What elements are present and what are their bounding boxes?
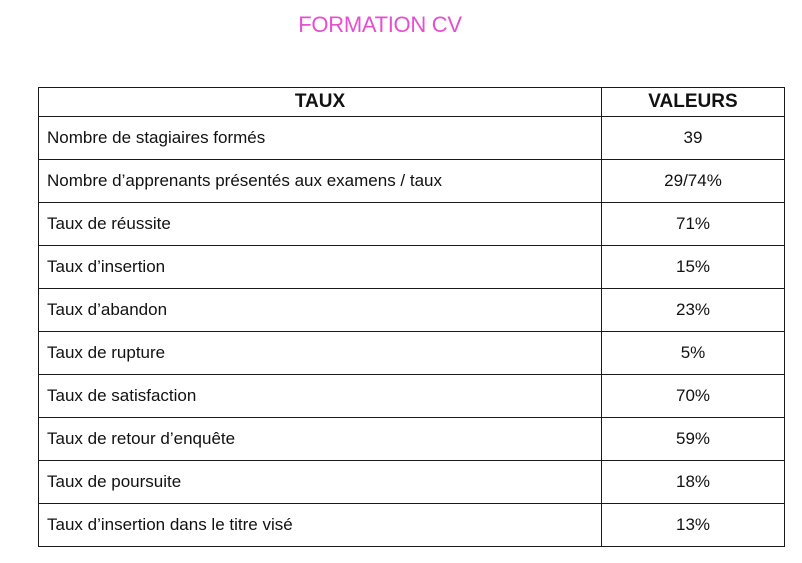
table-row — [39, 246, 785, 289]
row-label: Taux d’abandon — [39, 289, 602, 332]
table-row — [39, 332, 785, 375]
row-value: 13% — [602, 504, 785, 547]
row-value: 70% — [602, 375, 785, 418]
page-title: FORMATION CV — [298, 12, 462, 37]
row-value: 5% — [602, 332, 785, 375]
row-value: 39 — [602, 117, 785, 160]
row-label: Taux d’insertion dans le titre visé — [39, 504, 602, 547]
table-row — [39, 375, 785, 418]
row-label: Taux d’insertion — [39, 246, 602, 289]
row-value: 15% — [602, 246, 785, 289]
row-label: Taux de rupture — [39, 332, 602, 375]
table-row — [39, 504, 785, 547]
row-value: 71% — [602, 203, 785, 246]
row-value: 29/74% — [602, 160, 785, 203]
row-label: Taux de satisfaction — [39, 375, 602, 418]
table-header-row — [39, 88, 785, 117]
row-label: Taux de réussite — [39, 203, 602, 246]
row-value: 23% — [602, 289, 785, 332]
table-row — [39, 418, 785, 461]
table-row — [39, 117, 785, 160]
row-value: 18% — [602, 461, 785, 504]
row-value: 59% — [602, 418, 785, 461]
row-label: Taux de retour d’enquête — [39, 418, 602, 461]
table-row — [39, 203, 785, 246]
row-label: Nombre d’apprenants présentés aux examens / taux — [39, 160, 602, 203]
table-row — [39, 461, 785, 504]
stats-table — [38, 87, 785, 547]
header-valeurs: VALEURS — [602, 88, 785, 117]
table-row — [39, 289, 785, 332]
table-row — [39, 160, 785, 203]
header-taux: TAUX — [39, 88, 602, 117]
row-label: Nombre de stagiaires formés — [39, 117, 602, 160]
row-label: Taux de poursuite — [39, 461, 602, 504]
